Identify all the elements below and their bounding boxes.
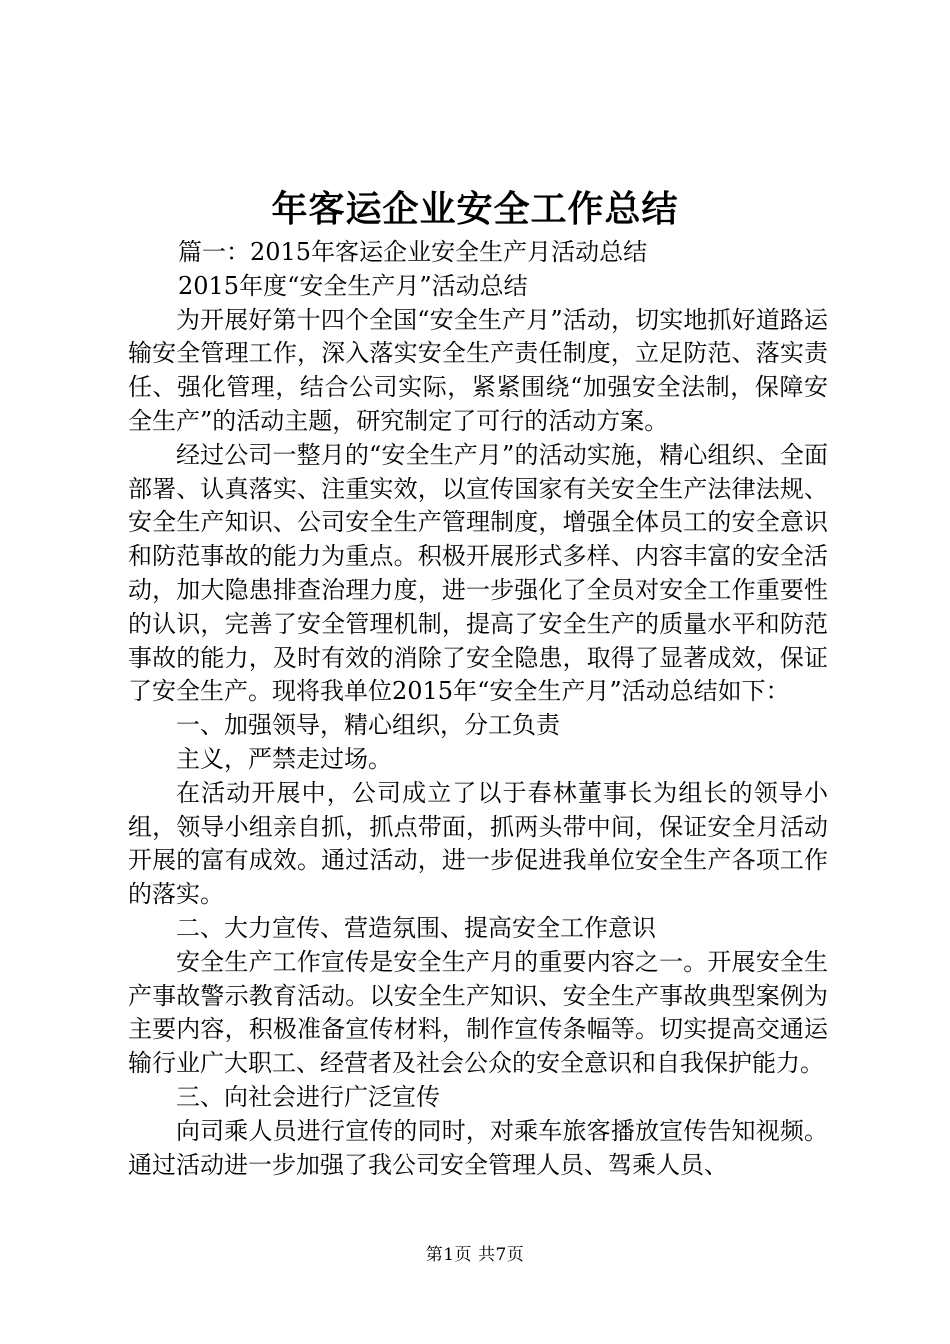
document-title: 年客运企业安全工作总结 [271,188,679,230]
section-subtitle: 2015年度“安全生产月”活动总结 [178,271,528,300]
page-number-footer: 第1页 共7页 [425,1245,525,1265]
body-paragraph: 在活动开展中，公司成立了以于春林董事长为组长的领导小组，领导小组亲自抓，抓点带面，抓两头带中间，保证安全月活动开展的富有成效。通过活动，进一步促进我单位安全生产各项工作的落实。 [128,778,828,909]
body-paragraph: 安全生产工作宣传是安全生产月的重要内容之一。开展安全生产事故警示教育活动。以安全生产知识、安全生产事故典型案例为主要内容，积极准备宣传材料，制作宣传条幅等。切实提高交通运输行业广大职工、经营者及社会公众的安全意识和自我保护能力。 [128,947,828,1078]
body-paragraph: 向司乘人员进行宣传的同时，对乘车旅客播放宣传告知视频。通过活动进一步加强了我公司安全管理人员、驾乘人员、 [128,1116,828,1179]
section-heading: 一、加强领导，精心组织，分工负责 [176,711,560,740]
body-paragraph: 为开展好第十四个全国“安全生产月”活动，切实地抓好道路运输安全管理工作，深入落实安全生产责任制度，立足防范、落实责任、强化管理，结合公司实际，紧紧围绕“加强安全法制，保障安全生产”的活动主题，研究制定了可行的活动方案。 [128,305,828,435]
body-paragraph: 主义，严禁走过场。 [176,744,392,773]
document-body [128,236,828,1182]
section-heading: 二、大力宣传、营造氛围、提高安全工作意识 [176,913,656,942]
section-heading: 三、向社会进行广泛宣传 [176,1082,440,1111]
body-paragraph: 经过公司一整月的“安全生产月”的活动实施，精心组织、全面部署、认真落实、注重实效，以宣传国家有关安全生产法律法规、安全生产知识、公司安全生产管理制度，增强全体员工的安全意识和防范事故的能力为重点。积极开展形式多样、内容丰富的安全活动，加大隐患排查治理力度，进一步强化了全员对安全工作重要性的认识，完善了安全管理机制，提高了安全生产的质量水平和防范事故的能力，及时有效的消除了安全隐患，取得了显著成效，保证了安全生产。现将我单位2015年“安全生产月”活动总结如下： [128,440,828,706]
section-subtitle: 篇一：2015年客运企业安全生产月活动总结 [178,238,648,266]
